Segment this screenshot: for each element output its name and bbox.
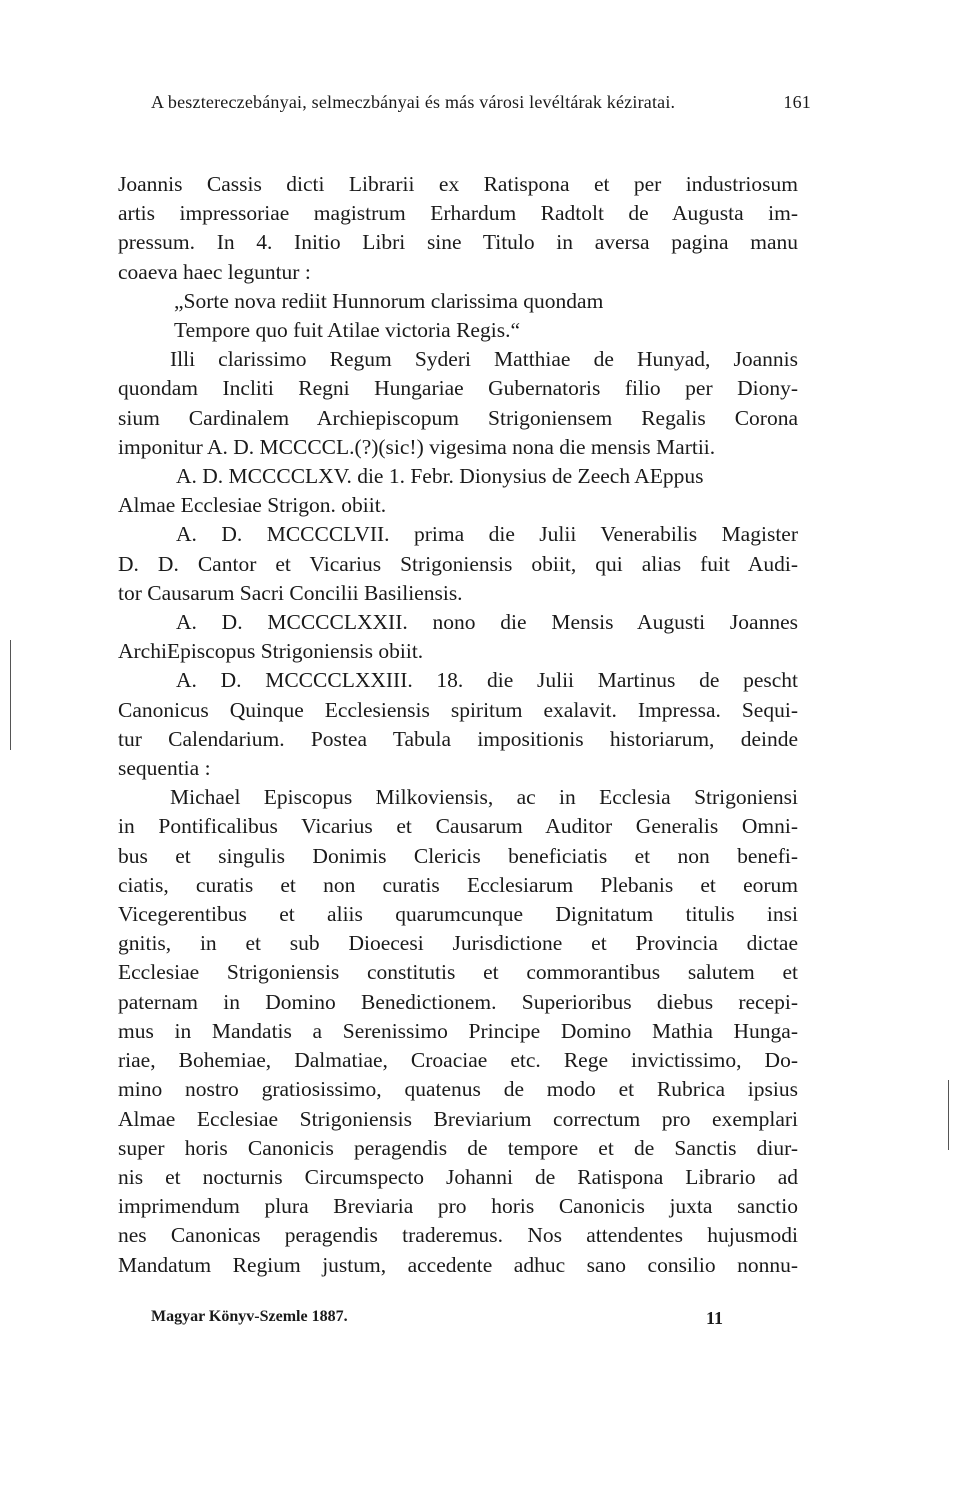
margin-rule-mark xyxy=(10,640,11,750)
margin-rule-mark xyxy=(948,1080,949,1150)
running-title: A besztereczebányai, selmeczbányai és más városi levéltárak kéziratai. xyxy=(151,92,676,112)
text-line: imponitur A. D. MCCCCL.(?)(sic!) vigesima nona die mensis Martii. xyxy=(118,434,716,459)
text-line: „Sorte nova rediit Hunnorum clarissima quondam xyxy=(174,288,604,313)
text-line: sequentia : xyxy=(118,756,211,781)
text-line: Tempore quo fuit Atilae victoria Regis.“ xyxy=(174,318,520,343)
text-line: tor Causarum Sacri Concilii Basiliensis. xyxy=(118,580,463,605)
text-line: ArchiEpiscopus Strigoniensis obiit. xyxy=(118,639,424,664)
text-line: mus in Mandatis a Serenissimo Principe Domino Mathia Hungа- xyxy=(118,1018,798,1043)
text-line: A. D. MCCCCLXXIII. 18. die Julii Martinus de pescht xyxy=(176,668,798,693)
text-line: Canonicus Quinque Ecclesiensis spiritum exalavit. Impressa. Sequi- xyxy=(118,697,798,722)
text-line: tur Calendarium. Postea Tabula impositionis historiarum, deinde xyxy=(118,726,798,751)
text-line: pressum. In 4. Initio Libri sine Titulo in aversa pagina manu xyxy=(118,230,798,255)
text-line: D. D. Cantor et Vicarius Strigoniensis obiit, qui alias fuit Audi- xyxy=(118,551,798,576)
text-line: Illi clarissimo Regum Syderi Matthiae de Hunyad, Joannis xyxy=(170,347,798,372)
running-head xyxy=(151,92,811,113)
text-line: Ecclesiae Strigoniensis constitutis et commorantibus salutem et xyxy=(118,960,798,985)
text-line: Michael Episcopus Milkoviensis, ac in Ecclesia Strigoniensi xyxy=(170,785,798,810)
text-line: Joannis Cassis dicti Librarii ex Ratispona et per industriosum xyxy=(118,172,798,196)
text-line: nes Canonicas peragendis traderemus. Nos attendentes hujusmodi xyxy=(118,1223,798,1248)
body-text xyxy=(118,170,798,1280)
page-number: 161 xyxy=(783,92,811,112)
text-line: A. D. MCCCCLVII. prima die Julii Venerabilis Magister xyxy=(176,522,798,547)
text-line: artis impressoriae magistrum Erhardum Radtolt de Augusta im- xyxy=(118,201,798,226)
text-line: Almae Ecclesiae Strigoniensis Breviarium correctum pro exemplari xyxy=(118,1106,798,1131)
text-line: Vicegerentibus et aliis quarumcunque Dignitatum titulis insi xyxy=(118,902,798,927)
text-line: quondam Incliti Regni Hungariae Gubernatoris filio per Diony- xyxy=(118,376,798,401)
text-line: A. D. MCCCCLXXII. nono die Mensis Augusti Joannes xyxy=(176,610,798,635)
sheet-number: 11 xyxy=(705,1308,723,1328)
printer-signature: Magyar Könyv-Szemle 1887. xyxy=(151,1308,348,1325)
text-line: riae, Bohemiae, Dalmatiae, Croaciae etc. Rege invictissimo, Do- xyxy=(118,1048,798,1073)
text-line: imprimendum plura Breviaria pro horis Canonicis juxta sanctio xyxy=(118,1194,798,1219)
text-line: mino nostro gratiosissimo, quatenus de modo et Rubrica ipsius xyxy=(118,1077,798,1102)
text-line: gnitis, in et sub Dioecesi Jurisdictione et Provincia dictae xyxy=(118,931,798,956)
text-line: bus et singulis Donimis Clericis beneficiatis et non benefi- xyxy=(118,843,798,868)
text-line: Almae Ecclesiae Strigon. obiit. xyxy=(118,493,387,518)
text-line: coaeva haec leguntur : xyxy=(118,259,311,284)
page-footer xyxy=(151,1308,723,1329)
text-line: nis et nocturnis Circumspecto Johanni de Ratispona Librario ad xyxy=(118,1164,798,1189)
text-line: super horis Canonicis peragendis de tempore et de Sanctis diur- xyxy=(118,1135,798,1160)
text-line: in Pontificalibus Vicarius et Causarum Auditor Generalis Omni- xyxy=(118,814,798,839)
text-line: sium Cardinalem Archiepiscopum Strigoniensem Regalis Corona xyxy=(118,405,798,430)
text-line: ciatis, curatis et non curatis Ecclesiarum Plebanis et eorum xyxy=(118,872,798,897)
text-line: A. D. MCCCCLXV. die 1. Febr. Dionysius de Zeech AEppus xyxy=(176,464,704,489)
text-line: paternam in Domino Benedictionem. Superioribus diebus recepi- xyxy=(118,989,798,1014)
text-line: Mandatum Regium justum, accedente adhuc sano consilio nonnu- xyxy=(118,1252,798,1277)
